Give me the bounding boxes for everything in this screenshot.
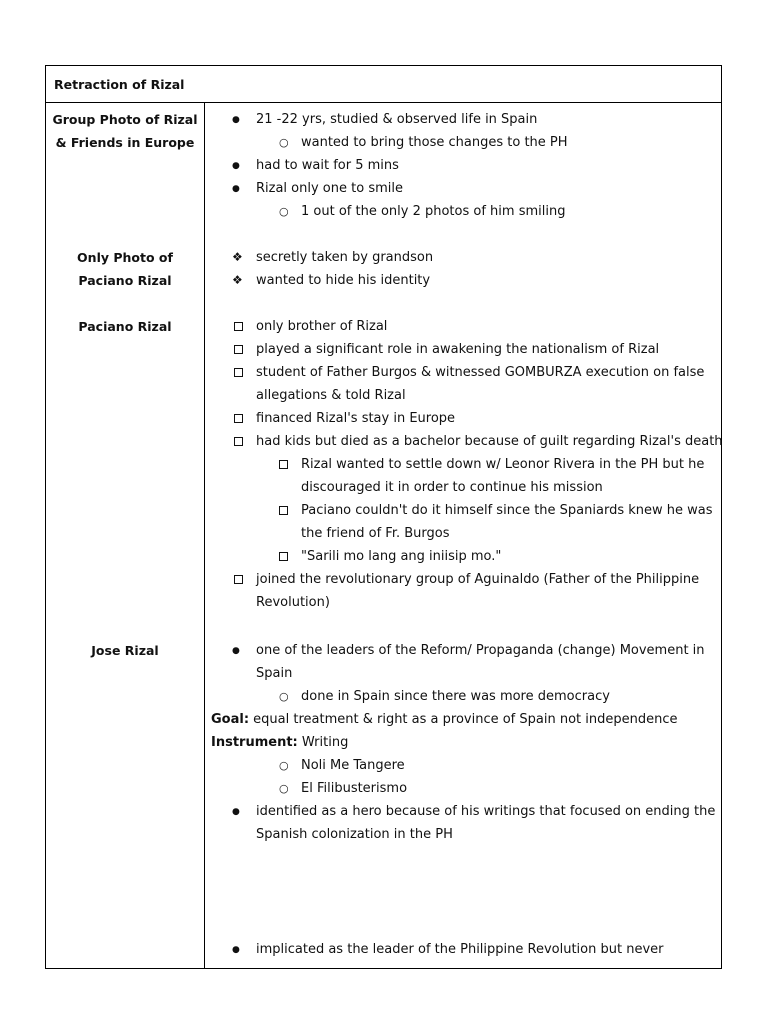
list-item: had to wait for 5 mins [256, 158, 399, 173]
list-item-continued: Spanish colonization in the PH [256, 827, 453, 842]
circle-bullet-icon [279, 777, 289, 800]
goal-text: equal treatment & right as a province of Spain not independence [253, 712, 678, 727]
goal-line [211, 708, 678, 731]
column-divider [204, 103, 205, 968]
bullet-icon [232, 639, 240, 664]
list-item: wanted to bring those changes to the PH [301, 135, 568, 150]
circle-bullet-icon [279, 754, 289, 777]
list-item: implicated as the leader of the Philippine Revolution but never [256, 942, 664, 957]
list-item-continued: allegations & told Rizal [256, 388, 406, 403]
circle-bullet-icon [279, 685, 289, 708]
list-item-continued: the friend of Fr. Burgos [301, 526, 450, 541]
instrument-line [211, 731, 348, 754]
goal-label: Goal: [211, 712, 250, 727]
bullet-icon [232, 938, 240, 963]
label-only-photo-1: Only Photo of [77, 250, 173, 265]
table-title: Retraction of Rizal [46, 66, 721, 103]
list-item: done in Spain since there was more democracy [301, 689, 610, 704]
notes-table [45, 65, 722, 969]
list-item: one of the leaders of the Reform/ Propaganda (change) Movement in [256, 643, 705, 658]
list-item: joined the revolutionary group of Aguinaldo (Father of the Philippine [256, 572, 700, 587]
list-item: Rizal wanted to settle down w/ Leonor Rivera in the PH but he [301, 457, 705, 472]
list-item: Noli Me Tangere [301, 758, 405, 773]
list-item: financed Rizal's stay in Europe [256, 411, 456, 426]
checkbox-icon [234, 322, 243, 331]
list-item-continued: Revolution) [256, 595, 330, 610]
bullet-icon [232, 800, 240, 825]
list-item: 1 out of the only 2 photos of him smiling [301, 204, 566, 219]
list-item: "Sarili mo lang ang iniisip mo." [301, 549, 502, 564]
checkbox-icon [234, 575, 243, 584]
checkbox-icon [279, 552, 288, 561]
checkbox-icon [279, 506, 288, 515]
list-item: student of Father Burgos & witnessed GOMBURZA execution on false [256, 365, 705, 380]
circle-bullet-icon [279, 131, 289, 154]
checkbox-icon [234, 437, 243, 446]
list-item: Rizal only one to smile [256, 181, 403, 196]
list-item: 21 -22 yrs, studied & observed life in Spain [256, 112, 538, 127]
instrument-label: Instrument: [211, 735, 298, 750]
list-item: had kids but died as a bachelor because of guilt regarding Rizal's death [256, 434, 723, 449]
instrument-text: Writing [301, 735, 349, 750]
checkbox-icon [279, 460, 288, 469]
checkbox-icon [234, 414, 243, 423]
list-item: wanted to hide his identity [256, 273, 431, 288]
diamond-bullet-icon [232, 269, 243, 292]
checkbox-icon [234, 368, 243, 377]
list-item: secretly taken by grandson [256, 250, 434, 265]
list-item: only brother of Rizal [256, 319, 388, 334]
circle-bullet-icon [279, 200, 289, 223]
list-item: El Filibusterismo [301, 781, 408, 796]
diamond-bullet-icon [232, 246, 243, 269]
list-item: Paciano couldn't do it himself since the Spaniards knew he was [301, 503, 713, 518]
list-item-continued: Spain [256, 666, 293, 681]
bullet-icon [232, 154, 240, 179]
label-group-photo-2: & Friends in Europe [55, 135, 195, 150]
label-group-photo-1: Group Photo of Rizal [52, 112, 198, 127]
label-only-photo-2: Paciano Rizal [78, 273, 172, 288]
bullet-icon [232, 177, 240, 202]
list-item-continued: discouraged it in order to continue his mission [301, 480, 603, 495]
label-jose-rizal: Jose Rizal [91, 643, 159, 658]
bullet-icon [232, 108, 240, 133]
label-paciano-rizal: Paciano Rizal [78, 319, 172, 334]
list-item: played a significant role in awakening the nationalism of Rizal [256, 342, 660, 357]
checkbox-icon [234, 345, 243, 354]
list-item: identified as a hero because of his writings that focused on ending the [256, 804, 716, 819]
